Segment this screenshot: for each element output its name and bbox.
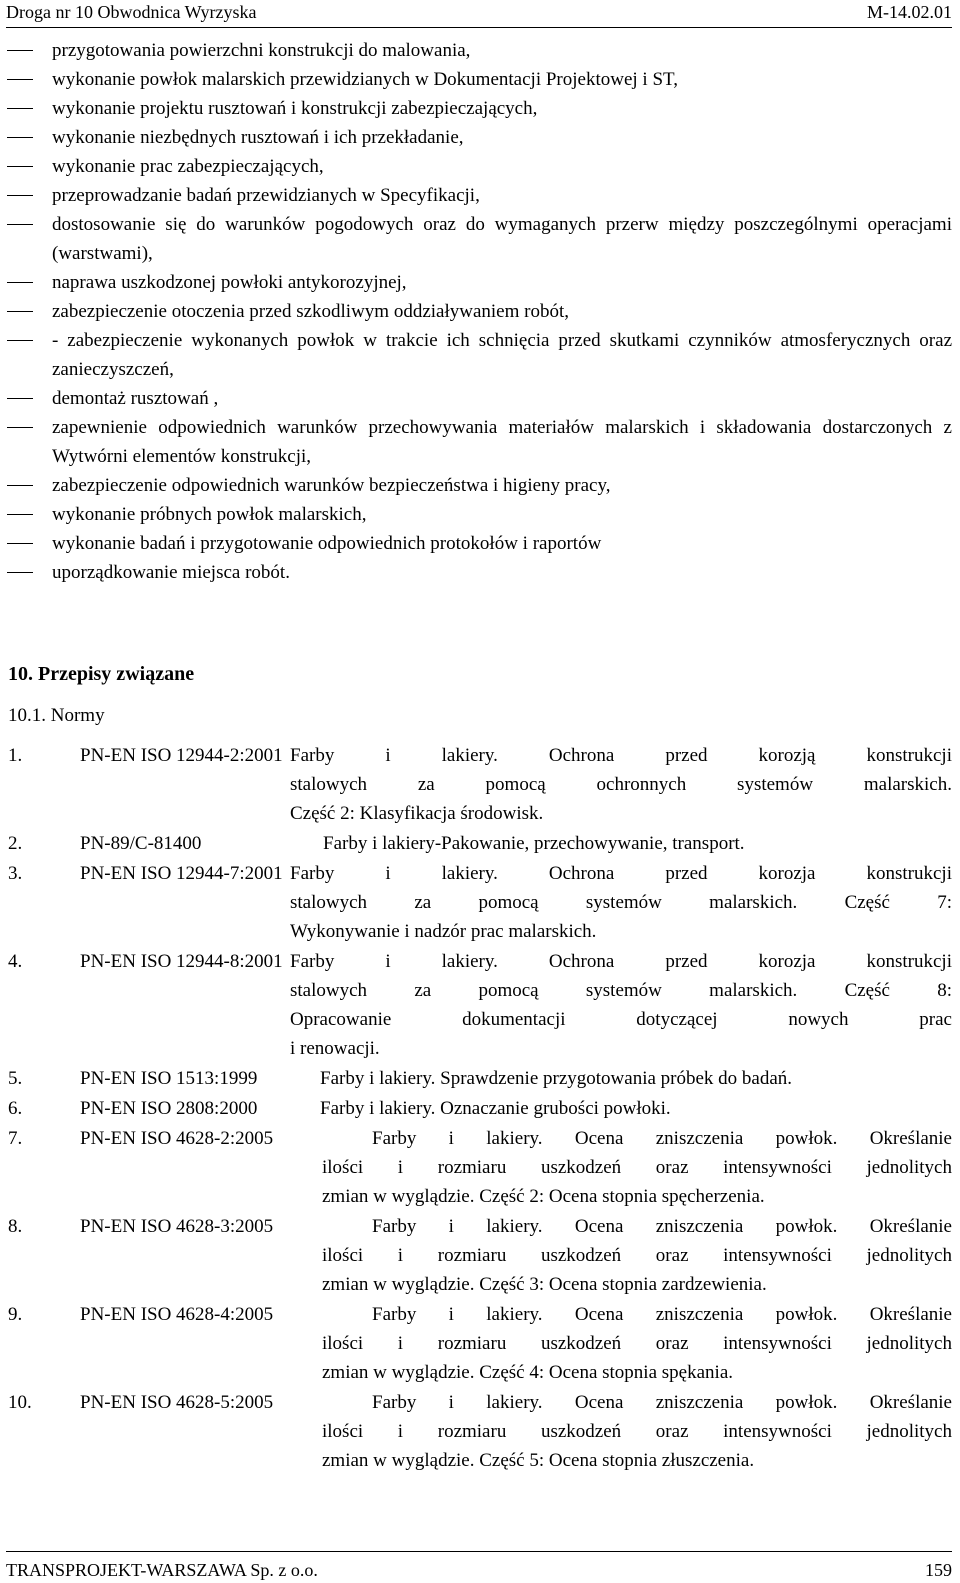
list-item [0, 181, 960, 210]
norm-code: PN-EN ISO 2808:2000 [80, 1098, 258, 1119]
list-item [0, 413, 960, 471]
list-item [0, 65, 960, 94]
list-item-text: uporządkowanie miejsca robót. [52, 562, 290, 583]
norm-code: PN-EN ISO 4628-3:2005 [80, 1216, 274, 1237]
list-item-text: przeprowadzanie badań przewidzianych w Specyfikacji, [52, 185, 480, 206]
norm-entry [0, 741, 960, 828]
dash-bullet-icon [7, 282, 33, 283]
norm-description-line: ilości i rozmiaru uszkodzeń oraz intensywności jednolitych [322, 1333, 952, 1354]
norm-description-line: zmian w wyglądzie. Część 5: Ocena stopnia złuszczenia. [322, 1450, 755, 1471]
norm-code: PN-EN ISO 4628-4:2005 [80, 1304, 274, 1325]
dash-bullet-icon [7, 79, 33, 80]
norm-entry [0, 1300, 960, 1387]
dash-bullet-icon [7, 311, 33, 312]
norm-description [0, 947, 952, 1063]
dash-bullet-icon [7, 398, 33, 399]
norm-entry [0, 859, 960, 946]
list-item [0, 558, 960, 587]
norm-entry [0, 1212, 960, 1299]
dash-bullet-icon [7, 514, 33, 515]
dash-bullet-icon [7, 137, 33, 138]
list-item-text: wykonanie próbnych powłok malarskich, [52, 504, 367, 525]
list-item [0, 36, 960, 65]
norm-description-line: Część 2: Klasyfikacja środowisk. [290, 803, 544, 824]
list-item-text: wykonanie prac zabezpieczających, [52, 156, 324, 177]
list-item-text: zabezpieczenie odpowiednich warunków bezpieczeństwa i higieny pracy, [52, 475, 611, 496]
list-item-text: wykonanie projektu rusztowań i konstrukcji zabezpieczających, [52, 98, 538, 119]
norm-description-line: Farby i lakiery. Sprawdzenie przygotowania próbek do badań. [320, 1068, 793, 1089]
norm-code: PN-EN ISO 12944-7:2001 [80, 863, 283, 884]
list-item-text: zapewnienie odpowiednich warunków przechowywania materiałów malarskich i składowania dostarczonych z Wytwórni elementów konstrukcji, [52, 417, 952, 467]
norm-code: PN-EN ISO 12944-8:2001 [80, 951, 283, 972]
norm-description-line: Farby i lakiery. Ocena zniszczenia powłok. Określanie [372, 1216, 952, 1237]
list-item-text: dostosowanie się do warunków pogodowych oraz do wymaganych przerw między poszczególnymi operacjami (warstwami), [52, 214, 952, 264]
dash-bullet-icon [7, 572, 33, 573]
norm-description-line: i renowacji. [290, 1038, 380, 1059]
page-header [6, 0, 952, 28]
norm-description [0, 1300, 952, 1387]
norm-code: PN-EN ISO 12944-2:2001 [80, 745, 283, 766]
norm-description-line: zmian w wyglądzie. Część 3: Ocena stopnia zardzewienia. [322, 1274, 767, 1295]
header-title: Droga nr 10 Obwodnica Wyrzyska [6, 2, 257, 22]
norm-description-line: Farby i lakiery. Ocena zniszczenia powłok. Określanie [372, 1304, 952, 1325]
norm-number: 9. [8, 1304, 23, 1325]
dash-bullet-icon [7, 195, 33, 196]
list-item-text: wykonanie niezbędnych rusztowań i ich przekładanie, [52, 127, 464, 148]
norm-number: 10. [8, 1392, 32, 1413]
norm-entry [0, 1094, 960, 1123]
list-item [0, 123, 960, 152]
norm-description-line: ilości i rozmiaru uszkodzeń oraz intensywności jednolitych [322, 1245, 952, 1266]
page-number: 159 [925, 1560, 952, 1580]
dash-bullet-icon [7, 340, 33, 341]
norm-description-line: Farby i lakiery. Ochrona przed korozja konstrukcji [290, 863, 952, 884]
norm-entry [0, 829, 960, 858]
dash-bullet-icon [7, 427, 33, 428]
list-item [0, 384, 960, 413]
norm-code: PN-EN ISO 1513:1999 [80, 1068, 258, 1089]
dash-bullet-icon [7, 485, 33, 486]
section-heading: 10. Przepisy związane [8, 663, 195, 685]
page-footer [6, 1551, 952, 1582]
norm-description-line: Farby i lakiery. Ochrona przed korozją konstrukcji [290, 745, 952, 766]
list-item [0, 268, 960, 297]
list-item-text: - zabezpieczenie wykonanych powłok w trakcie ich schnięcia przed skutkami czynników atmosferycznych oraz zanieczyszczeń, [52, 330, 952, 380]
list-item [0, 326, 960, 384]
norm-description-line: stalowych za pomocą systemów malarskich. Część 7: [290, 892, 952, 913]
norm-description-line: ilości i rozmiaru uszkodzeń oraz intensywności jednolitych [322, 1421, 952, 1442]
norm-number: 8. [8, 1216, 23, 1237]
norm-entry [0, 1388, 960, 1475]
dash-bullet-icon [7, 166, 33, 167]
norm-description [0, 1124, 952, 1211]
norm-number: 5. [8, 1068, 23, 1089]
norm-description-line: stalowych za pomocą ochronnych systemów malarskich. [290, 774, 952, 795]
dash-bullet-icon [7, 543, 33, 544]
norm-description-line: Opracowanie dokumentacji dotyczącej nowych prac [290, 1009, 952, 1030]
norms-list [0, 741, 960, 1476]
norm-description [0, 1094, 952, 1123]
norm-number: 3. [8, 863, 23, 884]
norm-code: PN-89/C-81400 [80, 833, 202, 854]
list-item-text: przygotowania powierzchni konstrukcji do malowania, [52, 40, 471, 61]
norm-description [0, 1212, 952, 1299]
dash-bullet-icon [7, 108, 33, 109]
list-item [0, 210, 960, 268]
norm-description [0, 829, 952, 858]
norm-description-line: zmian w wyglądzie. Część 4: Ocena stopnia spękania. [322, 1362, 733, 1383]
dash-bullet-icon [7, 224, 33, 225]
list-item-text: naprawa uszkodzonej powłoki antykorozyjnej, [52, 272, 407, 293]
norm-description-line: Farby i lakiery. Ochrona przed korozja konstrukcji [290, 951, 952, 972]
norm-number: 7. [8, 1128, 23, 1149]
norm-description-line: Farby i lakiery. Oznaczanie grubości powłoki. [320, 1098, 671, 1119]
norm-description [0, 1388, 952, 1475]
norm-description [0, 859, 952, 946]
norm-description [0, 1064, 952, 1093]
norm-description-line: Farby i lakiery. Ocena zniszczenia powłok. Określanie [372, 1128, 952, 1149]
list-item [0, 500, 960, 529]
spec-code: M-14.02.01 [867, 2, 952, 22]
norm-entry [0, 1064, 960, 1093]
norm-description-line: Wykonywanie i nadzór prac malarskich. [290, 921, 597, 942]
company-name: TRANSPROJEKT-WARSZAWA Sp. z o.o. [6, 1560, 318, 1580]
list-item-text: wykonanie powłok malarskich przewidzianych w Dokumentacji Projektowej i ST, [52, 69, 678, 90]
work-scope-list [0, 36, 960, 587]
list-item-text: zabezpieczenie otoczenia przed szkodliwym oddziaływaniem robót, [52, 301, 569, 322]
list-item [0, 297, 960, 326]
norm-entry [0, 947, 960, 1063]
list-item [0, 94, 960, 123]
norm-entry [0, 1124, 960, 1211]
norm-number: 4. [8, 951, 23, 972]
dash-bullet-icon [7, 50, 33, 51]
norm-number: 6. [8, 1098, 23, 1119]
norm-description [0, 741, 952, 828]
norm-description-line: zmian w wyglądzie. Część 2: Ocena stopnia spęcherzenia. [322, 1186, 765, 1207]
list-item [0, 529, 960, 558]
norm-code: PN-EN ISO 4628-5:2005 [80, 1392, 274, 1413]
list-item-text: demontaż rusztowań , [52, 388, 219, 409]
norm-number: 1. [8, 745, 23, 766]
norm-description-line: Farby i lakiery. Ocena zniszczenia powłok. Określanie [372, 1392, 952, 1413]
list-item-text: wykonanie badań i przygotowanie odpowiednich protokołów i raportów [52, 533, 602, 554]
list-item [0, 152, 960, 181]
list-item [0, 471, 960, 500]
norm-description-line: stalowych za pomocą systemów malarskich. Część 8: [290, 980, 952, 1001]
subsection-heading: 10.1. Normy [8, 705, 105, 726]
norm-description-line: Farby i lakiery-Pakowanie, przechowywanie, transport. [323, 833, 745, 854]
norm-code: PN-EN ISO 4628-2:2005 [80, 1128, 274, 1149]
norm-description-line: ilości i rozmiaru uszkodzeń oraz intensywności jednolitych [322, 1157, 952, 1178]
norm-number: 2. [8, 833, 23, 854]
